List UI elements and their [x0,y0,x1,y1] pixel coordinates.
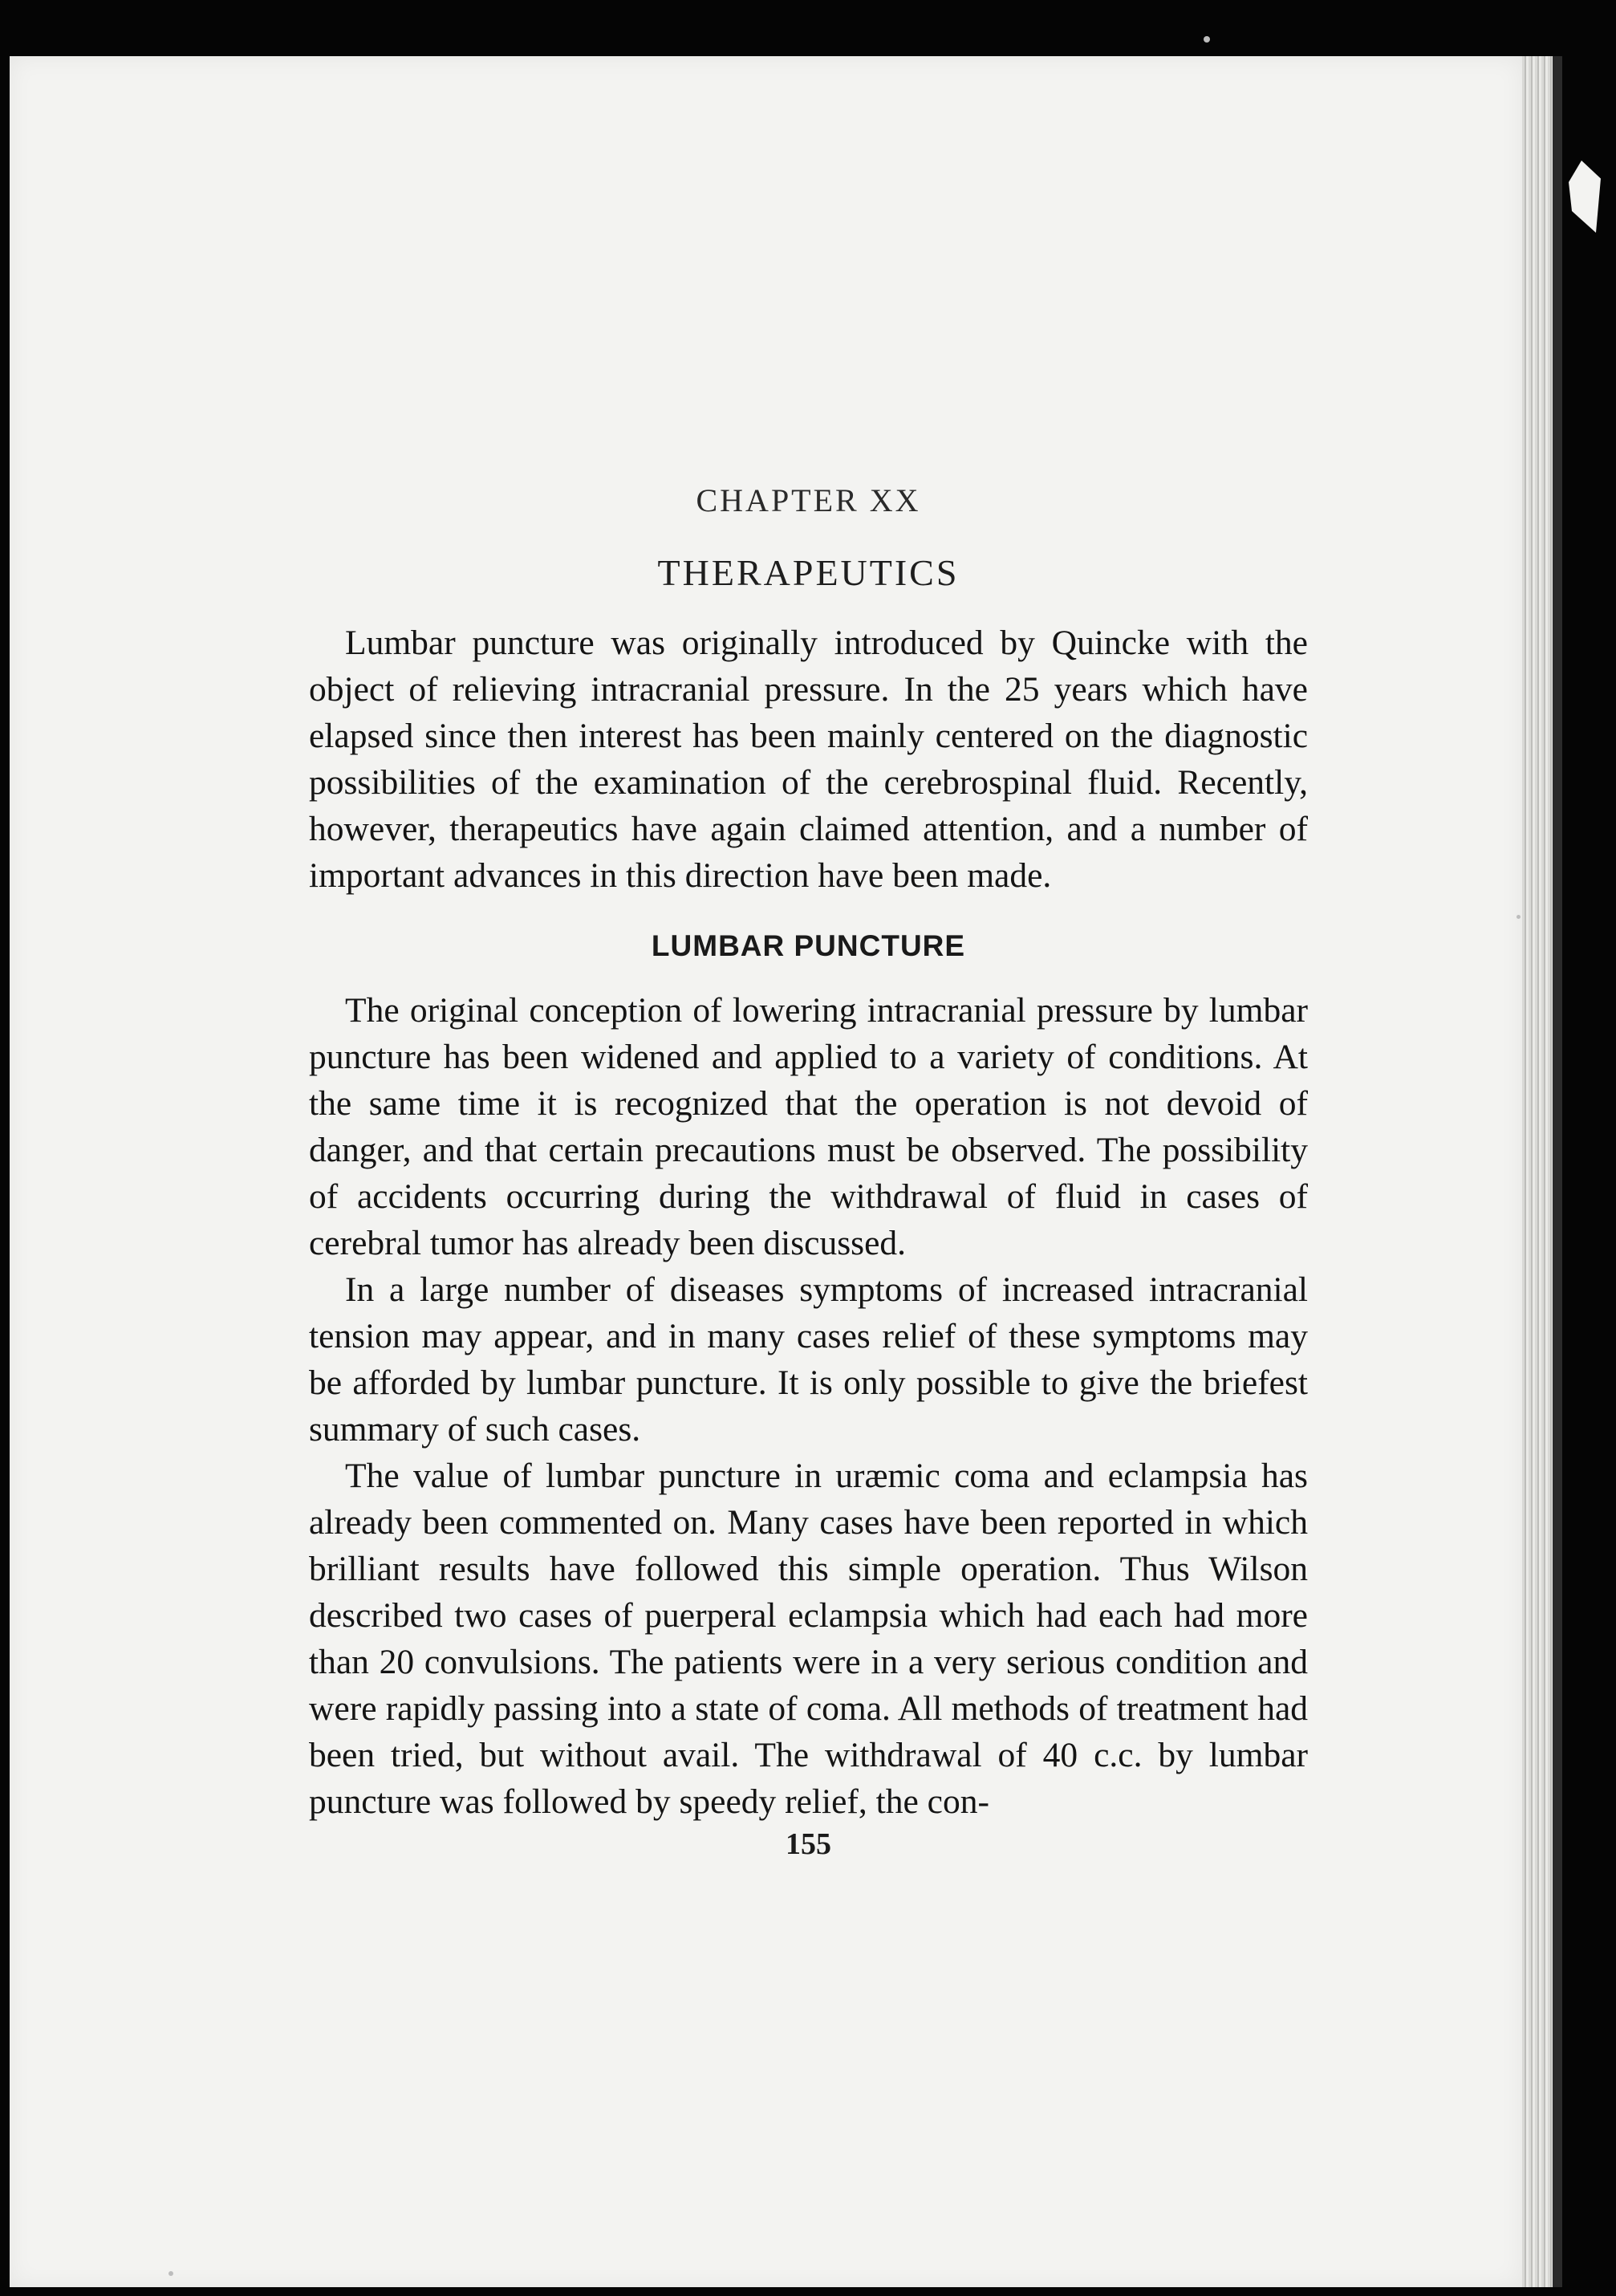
scan-speck [169,2271,173,2276]
chapter-title: THERAPEUTICS [657,552,960,593]
intro-paragraph: Lumbar puncture was originally introduced by Quincke with the object of relieving intracranial pressure. In the 25 years which have elapsed since then interest has been mainly centered on the diagnostic possibilities of the examination of the cerebrospinal fluid. Recently, however, therapeutics have again claimed attention, and a number of important advances in this direction have been made. [309,624,1308,895]
page-edge-shadow [1553,56,1562,2287]
scan-speck [1517,915,1521,919]
page-content [309,482,1308,1862]
paragraph-1: The original conception of lowering intracranial pressure by lumbar puncture has been widened and applied to a variety of conditions. At the same time it is recognized that the operation is not devoid of danger, and that certain precautions must be observed. The possibility of accidents occurring during the withdrawal of fluid in cases of cerebral tumor has already been discussed. [309,991,1308,1262]
section-heading: LUMBAR PUNCTURE [651,929,966,962]
page-edge-stack [1522,56,1553,2287]
scan-speck [1204,36,1210,43]
page-number: 155 [786,1827,831,1861]
paragraph-3: The value of lumbar puncture in uræmic coma and eclampsia has already been commented on. Many cases have been reported in which brilliant results have followed this simple operation. Thus Wilson described two cases of puerperal eclampsia which had each had more than 20 convulsions. The patients were in a very serious condition and were rapidly passing into a state of coma. All methods of treatment had been tried, but without avail. The withdrawal of 40 c.c. by lumbar puncture was followed by speedy relief, the con- [309,1457,1308,1821]
paragraph-2: In a large number of diseases symptoms of increased intracranial tension may appear, and in many cases relief of these symptoms may be afforded by lumbar puncture. It is only possible to give the briefest summary of such cases. [309,1270,1308,1449]
chapter-label: CHAPTER XX [696,482,921,518]
